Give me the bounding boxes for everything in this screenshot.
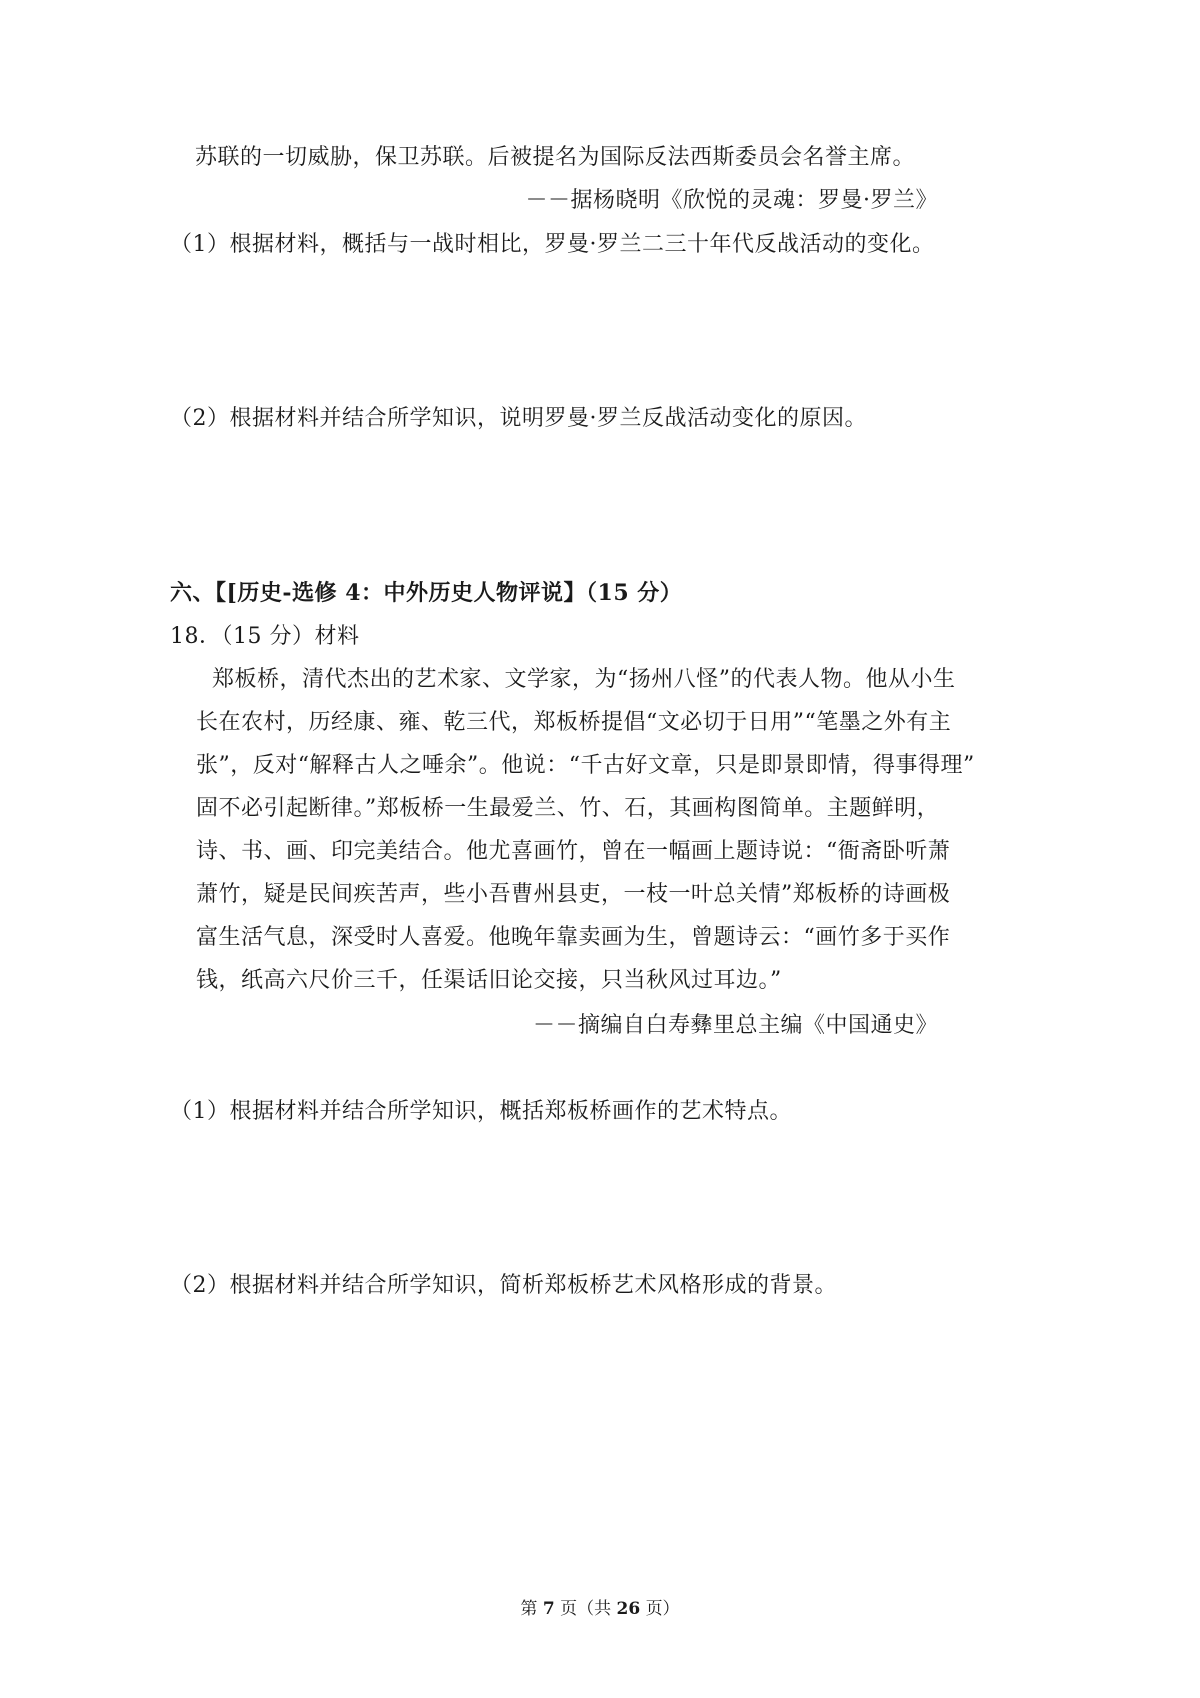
page-footer — [0, 1597, 1200, 1621]
question-18-1: （1）根据材料并结合所学知识，概括郑板桥画作的艺术特点。 — [170, 1099, 792, 1124]
material-line: 郑板桥，清代杰出的艺术家、文学家，为“扬州八怪”的代表人物。他从小生 — [212, 667, 956, 692]
material-line: 诗、书、画、印完美结合。他尤喜画竹，曾在一幅画上题诗说：“衙斋卧听萧 — [196, 839, 951, 864]
material-line: 萧竹，疑是民间疾苦声，些小吾曹州县吏，一枝一叶总关情”郑板桥的诗画极 — [196, 882, 951, 907]
footer-total-pages: 26 — [616, 1599, 641, 1619]
section-heading: 六、【[历史-选修 4：中外历史人物评说】（15 分） — [170, 580, 683, 606]
question-1: （1）根据材料，概括与一战时相比，罗曼·罗兰二三十年代反战活动的变化。 — [170, 232, 935, 257]
material-source-2: －－摘编自白寿彝里总主编《中国通史》 — [532, 1013, 938, 1038]
material-line: 钱，纸高六尺价三千，任渠话旧论交接，只当秋风过耳边。” — [196, 968, 782, 993]
material-source: －－据杨晓明《欣悦的灵魂：罗曼·罗兰》 — [525, 188, 938, 213]
material-line: 富生活气息，深受时人喜爱。他晚年靠卖画为生，曾题诗云：“画竹多于买作 — [196, 925, 951, 950]
question-18-label: 18．（15 分）材料 — [170, 624, 360, 649]
material-line: 长在农村，历经康、雍、乾三代，郑板桥提倡“文必切于日用”“笔墨之外有主 — [196, 710, 952, 735]
material-line: 固不必引起断律。”郑板桥一生最爱兰、竹、石，其画构图简单。主题鲜明， — [196, 796, 940, 821]
material-line: 张”，反对“解释古人之唾余”。他说：“千古好文章，只是即景即情，得事得理” — [196, 753, 975, 778]
material-continuation-line: 苏联的一切威胁，保卫苏联。后被提名为国际反法西斯委员会名誉主席。 — [195, 145, 916, 170]
question-2: （2）根据材料并结合所学知识，说明罗曼·罗兰反战活动变化的原因。 — [170, 406, 867, 431]
footer-prefix: 第 — [520, 1599, 538, 1619]
footer-page-number: 7 — [542, 1599, 555, 1619]
question-18-2: （2）根据材料并结合所学知识，简析郑板桥艺术风格形成的背景。 — [170, 1273, 837, 1298]
footer-suffix: 页） — [645, 1599, 680, 1619]
footer-middle: 页（共 — [560, 1599, 612, 1619]
